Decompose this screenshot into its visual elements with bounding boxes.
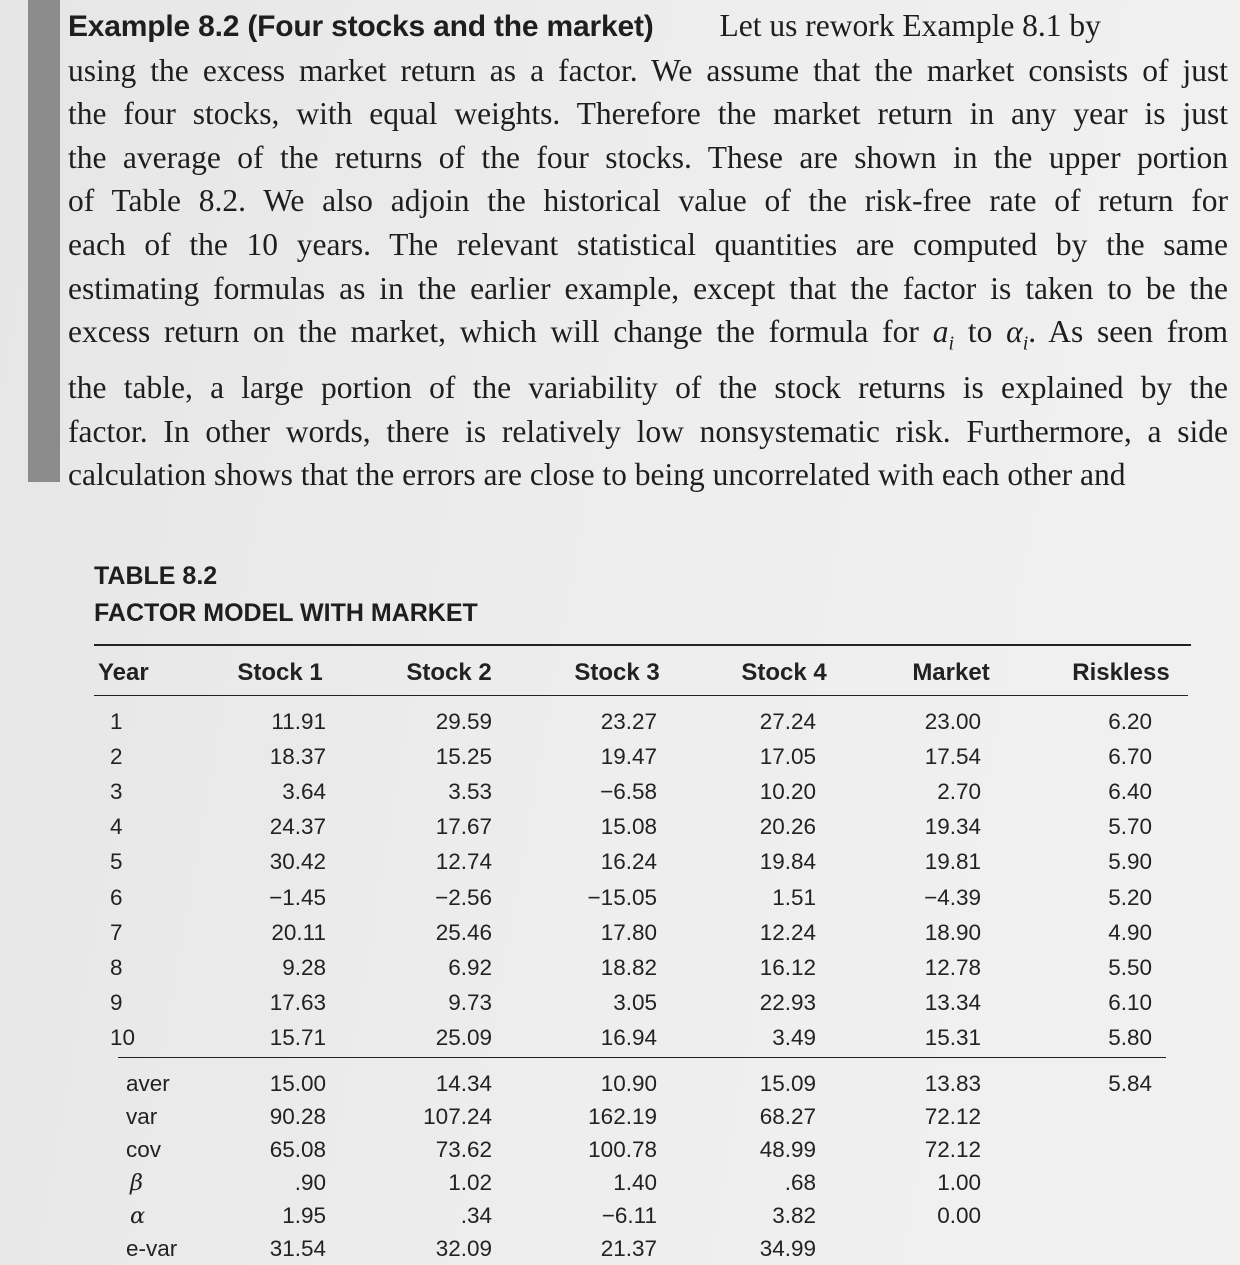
table-cell: −2.56	[435, 884, 492, 910]
table-cell: 16.12	[759, 954, 816, 980]
stat-label: β	[130, 1170, 144, 1196]
stat-cell: 1.02	[448, 1170, 492, 1195]
table-cell: 5.70	[1108, 814, 1152, 840]
table-cell: 20.11	[271, 919, 326, 945]
table-cell: 10.20	[759, 779, 816, 805]
table-cell: 15.25	[435, 744, 492, 770]
table-cell: 17.05	[759, 744, 816, 770]
table-cell: 19.34	[924, 814, 981, 840]
table-cell: 23.00	[924, 709, 981, 734]
stat-cell: 65.08	[269, 1137, 326, 1162]
stat-cell: 90.28	[269, 1104, 326, 1129]
year-cell: 9	[110, 989, 123, 1015]
paragraph-line: factor. In other words, there is relatively low nonsystematic risk. Furthermore, a side	[68, 413, 1228, 449]
table-cell: 22.93	[759, 989, 816, 1015]
table-cell: 6.20	[1108, 709, 1152, 734]
stat-cell: 14.34	[435, 1071, 492, 1096]
table-cell: 17.67	[435, 814, 492, 840]
table-cell: 12.74	[435, 849, 492, 875]
column-header: Stock 3	[574, 659, 660, 686]
paragraph-line: the four stocks, with equal weights. Therefore the market return in any year is just	[68, 96, 1228, 132]
stat-cell: 32.09	[435, 1236, 492, 1261]
table-cell: 5.90	[1108, 849, 1152, 875]
stat-cell: .68	[784, 1170, 816, 1195]
year-cell: 10	[110, 1024, 136, 1050]
table-cell: 20.26	[759, 814, 816, 840]
paragraph-line: the table, a large portion of the variability of the stock returns is explained by the	[68, 370, 1228, 406]
table-cell: 15.71	[269, 1024, 326, 1050]
stat-label: aver	[126, 1071, 170, 1096]
year-cell: 3	[110, 779, 123, 805]
table-number: TABLE 8.2	[94, 562, 218, 590]
stat-cell: .34	[460, 1203, 492, 1228]
table-cell: 17.80	[600, 919, 657, 945]
paragraph-line: the average of the returns of the four stocks. These are shown in the upper portion	[68, 139, 1228, 175]
column-header: Year	[98, 659, 149, 686]
stat-cell: 5.84	[1108, 1071, 1152, 1096]
stat-cell: 1.95	[282, 1203, 326, 1228]
table-cell: 25.09	[435, 1024, 492, 1050]
table-cell: 3.53	[448, 779, 492, 805]
table-cell: 24.37	[269, 814, 326, 840]
year-cell: 2	[110, 744, 123, 770]
stat-cell: −6.11	[601, 1203, 657, 1228]
stat-cell: 13.83	[924, 1071, 981, 1096]
stat-cell: 72.12	[924, 1137, 981, 1162]
table-cell: −6.58	[600, 779, 657, 805]
year-cell: 1	[110, 709, 123, 734]
stat-cell: 1.40	[613, 1170, 657, 1195]
table-cell: 23.27	[600, 709, 657, 734]
table-cell: 15.31	[924, 1024, 981, 1050]
stat-label: cov	[126, 1137, 162, 1162]
table-cell: 5.20	[1108, 884, 1152, 910]
table-cell: 6.70	[1108, 744, 1152, 770]
stat-cell: 107.24	[423, 1104, 492, 1129]
table-cell: 6.92	[448, 954, 492, 980]
table-cell: −4.39	[924, 884, 981, 910]
table-cell: 18.90	[924, 919, 981, 945]
column-header: Stock 1	[237, 659, 323, 686]
table-cell: 1.51	[772, 884, 816, 910]
table-cell: 25.46	[435, 919, 492, 945]
table-cell: 19.81	[924, 849, 981, 875]
paragraph-line: calculation shows that the errors are close to being uncorrelated with each other and	[68, 457, 1126, 493]
table-cell: 4.90	[1108, 919, 1152, 945]
table-cell: −1.45	[269, 884, 326, 910]
column-header: Market	[912, 659, 990, 686]
table-title: FACTOR MODEL WITH MARKET	[94, 599, 478, 627]
stat-cell: 73.62	[435, 1137, 492, 1162]
stat-cell: .90	[294, 1170, 326, 1195]
table-cell: 12.24	[759, 919, 816, 945]
table-cell: 9.73	[448, 989, 492, 1015]
table-cell: 11.91	[271, 709, 326, 734]
table-cell: 5.50	[1108, 954, 1152, 980]
column-header: Stock 4	[741, 659, 827, 686]
year-cell: 5	[110, 849, 123, 875]
stat-cell: 72.12	[924, 1104, 981, 1129]
table-cell: 19.47	[600, 744, 657, 770]
paragraph-line: of Table 8.2. We also adjoin the historical value of the risk-free rate of return for	[68, 183, 1228, 219]
stat-cell: 68.27	[759, 1104, 816, 1129]
table-cell: 16.94	[600, 1024, 657, 1050]
table-cell: −15.05	[587, 884, 657, 910]
column-header: Riskless	[1072, 659, 1170, 686]
stat-cell: 162.19	[588, 1104, 657, 1129]
year-cell: 6	[110, 884, 123, 910]
table-cell: 3.05	[613, 989, 657, 1015]
column-header: Stock 2	[406, 659, 492, 686]
table-cell: 19.84	[759, 849, 816, 875]
stat-cell: 15.09	[759, 1071, 816, 1096]
table-cell: 29.59	[435, 709, 492, 734]
stat-label: var	[126, 1104, 158, 1129]
table-cell: 15.08	[600, 814, 657, 840]
year-cell: 4	[110, 814, 123, 840]
table-cell: 17.63	[269, 989, 326, 1015]
stat-cell: 31.54	[269, 1236, 326, 1261]
table-cell: 12.78	[924, 954, 981, 980]
table-cell: 6.10	[1108, 989, 1152, 1015]
table-cell: 16.24	[600, 849, 657, 875]
example-heading: Example 8.2 (Four stocks and the market)	[68, 10, 654, 43]
stat-cell: 34.99	[759, 1236, 816, 1261]
stat-cell: 21.37	[600, 1236, 657, 1261]
year-cell: 7	[110, 919, 123, 945]
stat-cell: 3.82	[772, 1203, 816, 1228]
table-cell: 3.64	[282, 779, 326, 805]
stat-cell: 10.90	[600, 1071, 657, 1096]
table-cell: 30.42	[269, 849, 326, 875]
table-cell: 17.54	[924, 744, 981, 770]
paragraph-line-formula: excess return on the market, which will change the formula for $a_i$ to $\alpha_i$. As seen from	[68, 314, 1229, 355]
table-cell: 18.37	[269, 744, 326, 770]
table-cell: 13.34	[924, 989, 981, 1015]
stat-label: α	[130, 1203, 146, 1229]
table-cell: 3.49	[772, 1024, 816, 1050]
stat-cell: 0.00	[937, 1203, 981, 1228]
stat-cell: 100.78	[588, 1137, 657, 1162]
paragraph-line: each of the 10 years. The relevant statistical quantities are computed by the same	[68, 226, 1228, 262]
stat-cell: 48.99	[759, 1137, 816, 1162]
table-cell: 9.28	[282, 954, 326, 980]
paragraph-line-1: Example 8.2 (Four stocks and the market) Let us rework Example 8.1 by	[68, 8, 1101, 43]
stat-cell: 1.00	[937, 1170, 981, 1195]
table-cell: 5.80	[1108, 1024, 1152, 1050]
table-cell: 2.70	[937, 779, 981, 805]
paragraph-line: estimating formulas as in the earlier example, except that the factor is taken to be the	[68, 270, 1228, 306]
table-cell: 6.40	[1108, 779, 1152, 805]
table-cell: 18.82	[600, 954, 657, 980]
paragraph-line: using the excess market return as a factor. We assume that the market consists of just	[68, 52, 1228, 88]
table-cell: 27.24	[759, 709, 816, 734]
stat-label: e-var	[126, 1236, 178, 1261]
year-cell: 8	[110, 954, 123, 980]
stat-cell: 15.00	[269, 1071, 326, 1096]
